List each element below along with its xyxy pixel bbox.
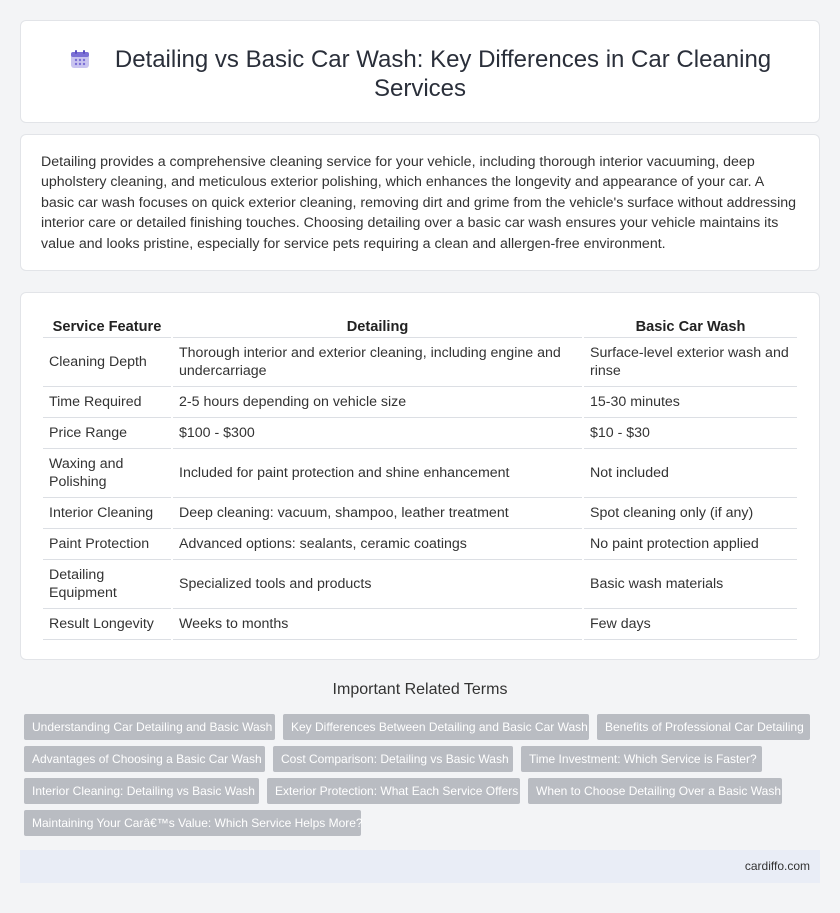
table-row: [43, 609, 797, 640]
footer-bar: [20, 850, 820, 883]
basic-wash-cell: $10 - $30: [584, 418, 797, 449]
detailing-cell: $100 - $300: [173, 418, 582, 449]
basic-wash-cell: Not included: [584, 449, 797, 498]
feature-cell: Price Range: [43, 418, 171, 449]
table-row: [43, 387, 797, 418]
page-title-wrap: [21, 45, 819, 103]
detailing-cell: Deep cleaning: vacuum, shampoo, leather treatment: [173, 498, 582, 529]
table-row: [43, 338, 797, 387]
feature-cell: Waxing and Polishing: [43, 449, 171, 498]
related-tag-exterior-protection[interactable]: Exterior Protection: What Each Service Offers: [267, 778, 520, 804]
feature-cell: Time Required: [43, 387, 171, 418]
table-header-row: [43, 316, 797, 338]
related-tag-cost-comparison[interactable]: Cost Comparison: Detailing vs Basic Wash: [273, 746, 513, 772]
intro-paragraph: Detailing provides a comprehensive cleaning service for your vehicle, including thorough interior vacuuming, deep upholstery cleaning, and meticulous exterior polishing, which enhances the longevity and appearance of your car. A basic car wash focuses on quick exterior cleaning, removing dirt and grime from the vehicle's surface without addressing interior care or detailed finishing touches. Choosing detailing over a basic car wash ensures your vehicle maintains its value and looks pristine, especially for service pets requiring a clean and allergen-free environment.: [41, 154, 797, 252]
detailing-cell: Thorough interior and exterior cleaning, including engine and undercarriage: [173, 338, 582, 387]
table-row: [43, 529, 797, 560]
header-basic-car-wash: Basic Car Wash: [584, 316, 797, 338]
related-tag-when-to-choose[interactable]: When to Choose Detailing Over a Basic Wash: [528, 778, 782, 804]
feature-cell: Result Longevity: [43, 609, 171, 640]
detailing-cell: Advanced options: sealants, ceramic coatings: [173, 529, 582, 560]
basic-wash-cell: Surface-level exterior wash and rinse: [584, 338, 797, 387]
comparison-table: [41, 316, 799, 640]
basic-wash-cell: Spot cleaning only (if any): [584, 498, 797, 529]
basic-wash-cell: 15-30 minutes: [584, 387, 797, 418]
related-tag-benefits[interactable]: Benefits of Professional Car Detailing: [597, 714, 810, 740]
table-row: [43, 560, 797, 609]
page-title: Detailing vs Basic Car Wash: Key Differences in Car Cleaning Services: [114, 46, 772, 102]
feature-cell: Detailing Equipment: [43, 560, 171, 609]
feature-cell: Interior Cleaning: [43, 498, 171, 529]
related-tag-time-investment[interactable]: Time Investment: Which Service is Faster?: [521, 746, 762, 772]
feature-cell: Cleaning Depth: [43, 338, 171, 387]
detailing-cell: Weeks to months: [173, 609, 582, 640]
comparison-table-card: [20, 292, 820, 660]
detailing-cell: Included for paint protection and shine enhancement: [173, 449, 582, 498]
related-terms-title: Important Related Terms: [332, 681, 508, 698]
table-row: [43, 449, 797, 498]
detailing-cell: 2-5 hours depending on vehicle size: [173, 387, 582, 418]
related-tag-interior-cleaning[interactable]: Interior Cleaning: Detailing vs Basic Wash: [24, 778, 259, 804]
header-card: [20, 20, 820, 123]
intro-card: [20, 134, 820, 271]
basic-wash-cell: No paint protection applied: [584, 529, 797, 560]
calendar-icon: [69, 48, 91, 70]
table-row: [43, 418, 797, 449]
basic-wash-cell: Few days: [584, 609, 797, 640]
related-tag-key-differences[interactable]: Key Differences Between Detailing and Basic Car Wash: [283, 714, 589, 740]
related-tag-maintaining-value[interactable]: Maintaining Your Carâ€™s Value: Which Service Helps More?: [24, 810, 361, 836]
header-service-feature: Service Feature: [43, 316, 171, 338]
header-detailing: Detailing: [173, 316, 582, 338]
basic-wash-cell: Basic wash materials: [584, 560, 797, 609]
detailing-cell: Specialized tools and products: [173, 560, 582, 609]
table-row: [43, 498, 797, 529]
related-tag-advantages[interactable]: Advantages of Choosing a Basic Car Wash: [24, 746, 265, 772]
footer-site-link[interactable]: cardiffo.com: [744, 859, 810, 873]
related-tag-understanding[interactable]: Understanding Car Detailing and Basic Wash: [24, 714, 275, 740]
feature-cell: Paint Protection: [43, 529, 171, 560]
